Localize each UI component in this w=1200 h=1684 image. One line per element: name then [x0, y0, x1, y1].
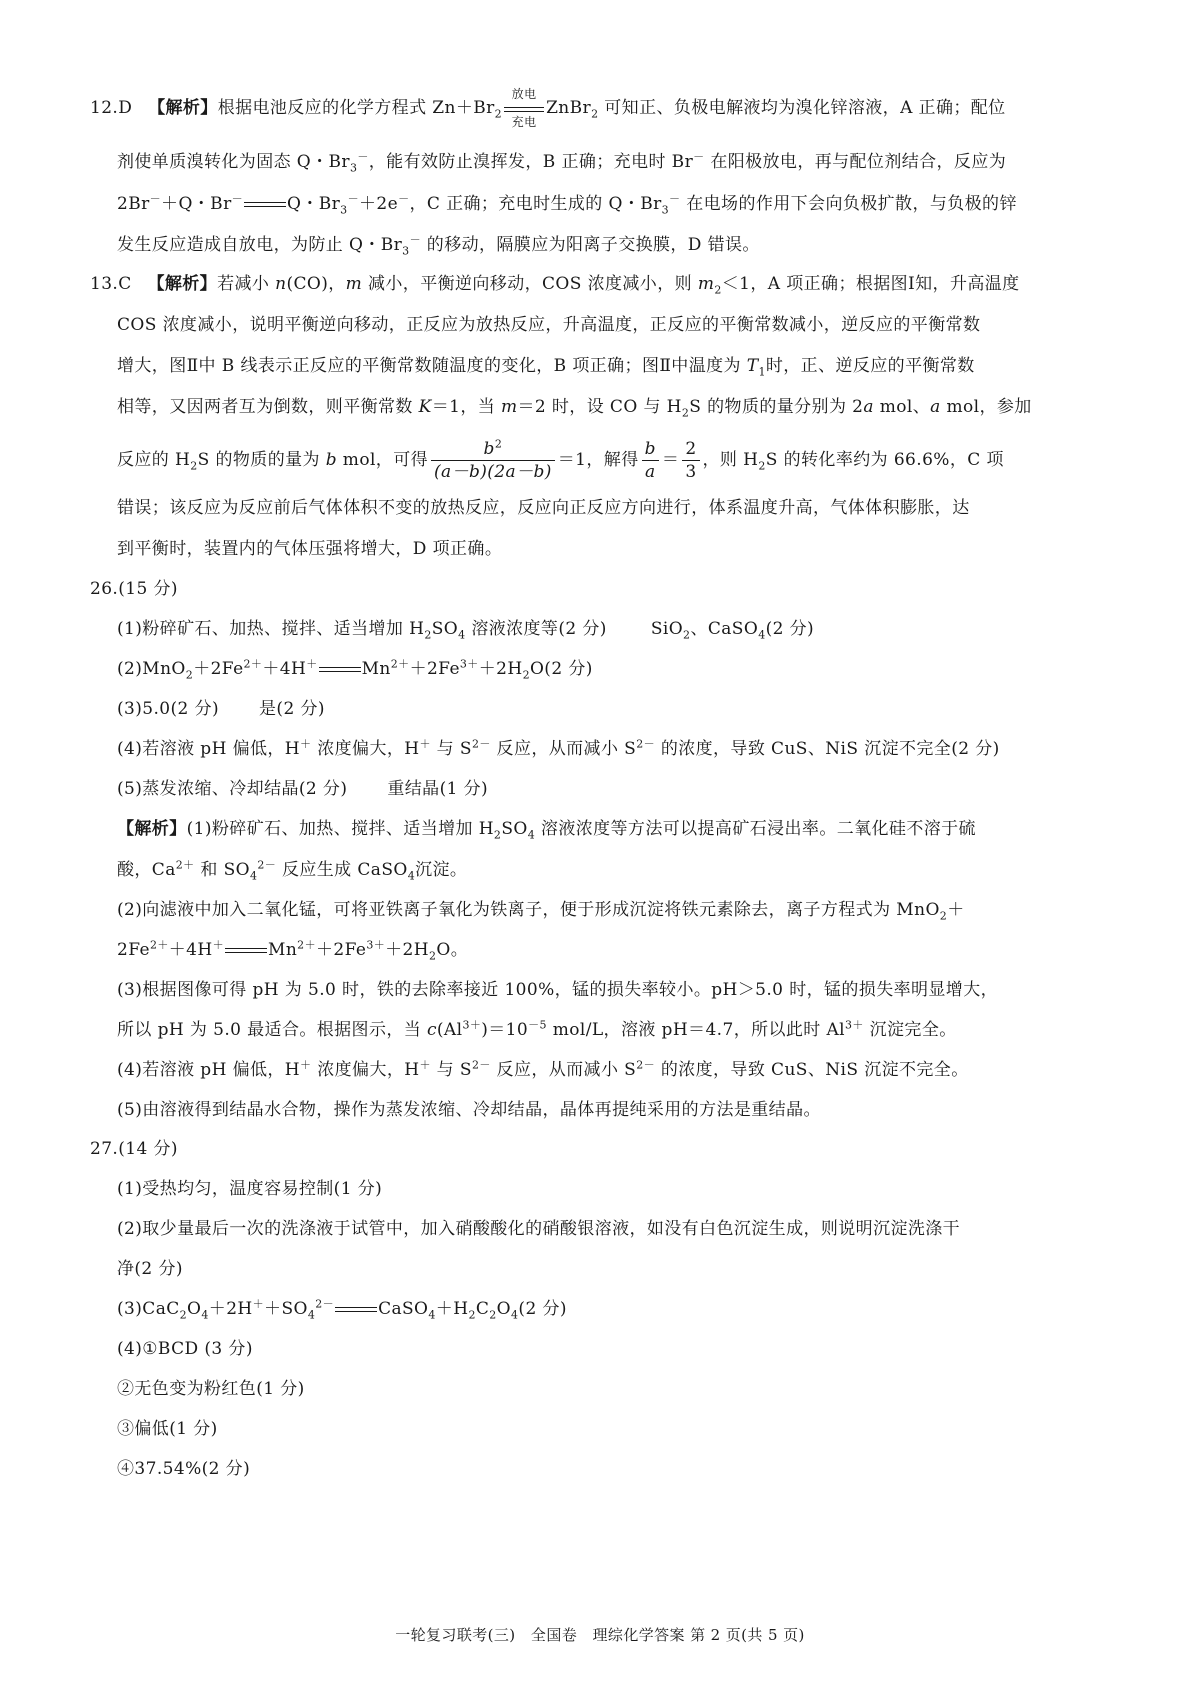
text: 根据电池反应的化学方程式 Zn＋Br — [217, 98, 495, 118]
q13-line-2 — [117, 313, 980, 337]
rule — [504, 111, 544, 112]
text: 错误；该反应为反应前后气体体积不变的放热反应，反应向正反应方向进行，体系温度升高，气体体积膨胀，达 — [117, 498, 970, 518]
text: (5)由溶液得到结晶水合物，操作为蒸发浓缩、冷却结晶，晶体再提纯采用的方法是重结晶。 — [117, 1100, 821, 1120]
sup: 2－ — [257, 858, 277, 872]
text: 27.(14 分) — [90, 1139, 178, 1159]
sub: 2 — [428, 949, 437, 963]
sup: 3＋ — [366, 938, 386, 952]
sup: 2＋ — [297, 938, 316, 952]
text: CaSO — [378, 1299, 429, 1319]
sup: 3＋ — [845, 1018, 864, 1032]
text: ＝2 时，设 CO 与 H — [517, 397, 682, 417]
text: (3)5.0(2 分) — [117, 699, 220, 719]
text: 所以 pH 为 5.0 最适合。根据图示，当 — [117, 1020, 427, 1040]
italic: m — [697, 274, 715, 294]
fraction-conversion — [431, 438, 555, 483]
sup: － — [398, 192, 410, 206]
sub: 4 — [428, 1308, 436, 1322]
q27-answer-7 — [117, 1457, 250, 1481]
text: ＋2H — [385, 940, 429, 960]
text: )＝10 — [481, 1020, 529, 1040]
text: mol/L，溶液 pH＝4.7，所以此时 Al — [546, 1020, 846, 1040]
q26-answer-4 — [117, 737, 1000, 761]
q27-answer-5 — [117, 1377, 305, 1401]
q13-line-6 — [117, 496, 970, 520]
sub: 2 — [424, 628, 432, 642]
equals-sign — [335, 1306, 377, 1314]
text: ＋2H — [208, 1299, 253, 1319]
fraction-two-thirds — [682, 438, 699, 483]
text: 溶液浓度等(2 分) — [465, 619, 607, 639]
text: 减小，平衡逆向移动，COS 浓度减小，则 — [362, 274, 698, 294]
fraction-ratio — [642, 438, 659, 483]
sup: － — [669, 192, 681, 206]
text: Mn — [361, 659, 391, 679]
sub: 3 — [340, 203, 348, 217]
q12-number: 12.D — [90, 98, 133, 118]
sub: 4 — [307, 1308, 316, 1322]
text: Mn — [268, 940, 298, 960]
q13-analysis-tag: 【解析】 — [147, 274, 218, 294]
q26-answer-1 — [117, 617, 814, 641]
q12-line-3 — [117, 192, 1017, 216]
text: SO — [431, 619, 459, 639]
italic: b — [325, 450, 337, 470]
text: ＜1，A 项正确；根据图Ⅰ知，升高温度 — [721, 274, 1020, 294]
sup: 2－ — [471, 737, 491, 751]
sub: 4 — [407, 869, 416, 883]
text: 在电场的作用下会向负极扩散，与负极的锌 — [680, 194, 1017, 214]
sub: 2 — [489, 1308, 497, 1322]
text: 的移动，隔膜应为阳离子交换膜，D 错误。 — [420, 235, 760, 255]
sub: 2 — [591, 107, 599, 121]
sub: 1 — [758, 365, 766, 379]
arrow-bottom: 充电 — [511, 114, 537, 129]
q12-line-1 — [90, 86, 1006, 129]
text: 发生反应造成自放电，为防止 Q・Br — [117, 235, 403, 255]
text: SO — [501, 819, 528, 839]
q12-line-2 — [117, 150, 1006, 174]
text: 反应的 H — [117, 450, 191, 470]
text: 可知正、负极电解液均为溴化锌溶液，A 正确；配位 — [598, 98, 1006, 118]
sub: 4 — [511, 1308, 519, 1322]
text: 酸，Ca — [117, 860, 176, 880]
text: (Al — [436, 1020, 463, 1040]
text: ＋2Fe — [315, 940, 367, 960]
q12-analysis-tag: 【解析】 — [148, 98, 218, 118]
q26-explain-1 — [117, 817, 976, 841]
text: 在阳极放电，再与配位剂结合，反应为 — [704, 152, 1007, 172]
q27-answer-3 — [117, 1297, 567, 1321]
q13-line-5: 反应的 $H_2S$ 的物质的量为 b mol，可得 $\frac{b^2}{(a-b)(2a-b)}$ ＝1，解得 $\frac{b}{a}$ ＝ $\frac{2}{3}$ ，则 $H_2S$ 的转化率约为 66.6%，C 项 — [117, 437, 1004, 482]
sup: 2－ — [636, 1058, 656, 1072]
text: ZnBr — [546, 98, 592, 118]
text: (2 分) — [518, 1299, 567, 1319]
q13-number: 13.C — [90, 274, 132, 294]
italic: a — [930, 397, 941, 417]
text: 浓度偏大，H — [311, 739, 420, 759]
text: 沉淀。 — [415, 860, 468, 880]
text: O。 — [436, 940, 469, 960]
equals-sign — [319, 666, 361, 674]
text: ③偏低(1 分) — [117, 1419, 218, 1439]
sub: 3 — [402, 244, 410, 258]
text: (4)若溶液 pH 偏低，H — [117, 739, 301, 759]
sup: －5 — [528, 1018, 547, 1032]
sup: ＋ — [212, 938, 225, 952]
sub: 4 — [458, 628, 466, 642]
q26-answer-3 — [117, 697, 325, 721]
q13-line-4 — [117, 395, 1032, 419]
text: (CO)， — [286, 274, 346, 294]
q26-analysis-tag: 【解析】 — [117, 819, 187, 839]
text: (1)粉碎矿石、加热、搅拌、适当增加 H — [186, 819, 494, 839]
q26-answer-2 — [117, 657, 593, 681]
sub: 3 — [661, 203, 670, 217]
equals-sign — [244, 201, 286, 209]
q26-answer-5 — [117, 777, 488, 801]
text: 沉淀完全。 — [863, 1020, 957, 1040]
q27-answer-6 — [117, 1417, 218, 1441]
text: (4)若溶液 pH 偏低，H — [117, 1060, 301, 1080]
text: C — [475, 1299, 490, 1319]
sub: 4 — [527, 828, 536, 842]
text: S 的转化率约为 66.6%，C 项 — [765, 450, 1004, 470]
text: 净(2 分) — [117, 1259, 183, 1279]
text: ＋SO — [264, 1299, 308, 1319]
text: ＋4H — [168, 940, 213, 960]
sup: ＋ — [306, 657, 318, 671]
text: 与 S — [430, 1060, 472, 1080]
text: 26.(15 分) — [90, 579, 178, 599]
sup: ＋ — [252, 1297, 265, 1311]
text: 时，正、逆反应的平衡常数 — [765, 356, 975, 376]
fraction-denominator: 3 — [685, 462, 697, 482]
italic: m — [500, 397, 518, 417]
sub: 2 — [758, 459, 766, 473]
sup: － — [409, 233, 421, 247]
q27-heading — [90, 1137, 178, 1161]
text: 、CaSO — [690, 619, 759, 639]
italic: m — [345, 274, 363, 294]
fraction-denominator: (a－b)(2a－b) — [434, 462, 552, 482]
sub: 2 — [939, 909, 948, 923]
sub: 2 — [179, 1308, 188, 1322]
sup: － — [231, 192, 244, 206]
q27-answer-2 — [117, 1217, 960, 1241]
text: (5)蒸发浓缩、冷却结晶(2 分) — [117, 779, 348, 799]
text: (2 分) — [765, 619, 815, 639]
text: 的浓度，导致 CuS、NiS 沉淀不完全。 — [655, 1060, 969, 1080]
italic: a — [863, 397, 874, 417]
q26-explain-6 — [117, 1018, 957, 1042]
q13-line-3 — [117, 354, 975, 378]
text: S 的物质的量分别为 2 — [689, 397, 864, 417]
sup: 2－ — [315, 1297, 335, 1311]
text: O — [187, 1299, 202, 1319]
text: (2)取少量最后一次的洗涤液于试管中，加入硝酸酸化的硝酸银溶液，如没有白色沉淀生成，则说明沉淀洗涤干 — [117, 1219, 961, 1239]
sub: 2 — [185, 668, 194, 682]
q26-explain-5 — [117, 978, 998, 1002]
text: (2)向滤液中加入二氧化锰，可将亚铁离子氧化为铁离子，便于形成沉淀将铁元素除去，离子方程式为 MnO — [117, 900, 940, 920]
text: ，能有效防止溴挥发，B 正确；充电时 Br — [368, 152, 694, 172]
text: 增大，图Ⅱ中 B 线表示正反应的平衡常数随温度的变化，B 项正确；图Ⅱ中温度为 — [117, 356, 747, 376]
sub: 2 — [493, 828, 502, 842]
sub: 4 — [758, 628, 766, 642]
text: ＋H — [435, 1299, 469, 1319]
q12-line-4 — [117, 233, 760, 257]
q26-explain-3 — [117, 898, 965, 922]
text: ＝1，解得 — [557, 450, 639, 470]
text: (2)MnO — [117, 659, 186, 679]
q27-answer-2-cont — [117, 1257, 183, 1281]
fraction-numerator: 2 — [682, 438, 699, 461]
sup: － — [347, 192, 359, 206]
text: 反应，从而减小 S — [490, 739, 637, 759]
text: 是(2 分) — [259, 699, 325, 719]
sup: － — [357, 150, 369, 164]
text: 和 SO — [194, 860, 250, 880]
sup: ＋ — [419, 737, 431, 751]
sup: 3＋ — [459, 657, 479, 671]
text: 浓度偏大，H — [311, 1060, 420, 1080]
italic: n — [275, 274, 287, 294]
arrow-top: 放电 — [511, 86, 537, 101]
text: mol、 — [873, 397, 931, 417]
sup: ＋ — [300, 1058, 312, 1072]
text: 2Br — [117, 194, 150, 214]
q13-line-1 — [90, 272, 1020, 296]
q26-explain-7 — [117, 1058, 969, 1082]
sub: 2 — [190, 459, 198, 473]
q26-heading — [90, 577, 178, 601]
text: 溶液浓度等方法可以提高矿石浸出率。二氧化硅不溶于硫 — [535, 819, 976, 839]
sub: 2 — [681, 406, 690, 420]
text: ＋Q・Br — [161, 194, 232, 214]
q26-explain-2 — [117, 858, 467, 882]
sup: 2＋ — [149, 938, 169, 952]
text: Q・Br — [287, 194, 341, 214]
sub: 3 — [349, 161, 358, 175]
text: 相等，又因两者互为倒数，则平衡常数 — [117, 397, 419, 417]
text: (3)CaC — [117, 1299, 180, 1319]
text: mol，参加 — [940, 397, 1032, 417]
q26-explain-8 — [117, 1098, 821, 1122]
italic: K — [418, 397, 432, 417]
sup: 3＋ — [462, 1018, 482, 1032]
equals-sign — [225, 947, 267, 955]
text: 与 S — [430, 739, 472, 759]
text: 2Fe — [117, 940, 150, 960]
text: O — [496, 1299, 512, 1319]
text: (1)受热均匀，温度容易控制(1 分) — [117, 1179, 383, 1199]
text: ④37.54%(2 分) — [117, 1459, 251, 1479]
text: COS 浓度减小，说明平衡逆向移动，正反应为放热反应，升高温度，正反应的平衡常数减小，逆反应的平衡常数 — [117, 315, 981, 335]
rule — [504, 107, 544, 108]
text: 的浓度，导致 CuS、NiS 沉淀不完全(2 分) — [655, 739, 1000, 759]
fraction-numerator — [431, 438, 555, 461]
q27-answer-4 — [117, 1337, 253, 1361]
sup: 2－ — [636, 737, 656, 751]
sup: 2＋ — [175, 858, 195, 872]
sub: 2 — [468, 1308, 476, 1322]
text: ＋2Fe — [409, 659, 460, 679]
sub: 2 — [522, 668, 530, 682]
text: SiO — [650, 619, 684, 639]
sup: 2 — [494, 437, 503, 451]
q27-answer-1 — [117, 1177, 382, 1201]
text: (4)①BCD (3 分) — [117, 1339, 253, 1359]
reversible-arrow — [504, 86, 544, 129]
text: O(2 分) — [529, 659, 593, 679]
fraction-denominator: a — [644, 462, 656, 482]
sup: 2＋ — [243, 657, 263, 671]
sup: ＋ — [419, 1058, 431, 1072]
sup: ＋ — [300, 737, 312, 751]
italic: T — [746, 356, 759, 376]
sup: － — [693, 150, 705, 164]
text: 若减小 — [217, 274, 276, 294]
sup: 2－ — [471, 1058, 491, 1072]
text: ＋ — [947, 900, 965, 920]
text: ，则 H — [702, 450, 759, 470]
text: mol，可得 — [337, 450, 428, 470]
q13-line-7 — [117, 537, 502, 561]
text: ②无色变为粉红色(1 分) — [117, 1379, 305, 1399]
text: ＋2H — [478, 659, 523, 679]
sub: 2 — [714, 283, 722, 297]
text: 反应，从而减小 S — [490, 1060, 637, 1080]
text: 剂使单质溴转化为固态 Q・Br — [117, 152, 350, 172]
text: (3)根据图像可得 pH 为 5.0 时，铁的去除率接近 100%，锰的损失率较小。pH＞5.0 时，锰的损失率明显增大， — [117, 980, 998, 1000]
text: 重结晶(1 分) — [387, 779, 489, 799]
text: ＋2e — [358, 194, 399, 214]
sub: 4 — [201, 1308, 209, 1322]
sub: 2 — [683, 628, 691, 642]
text: ＋2Fe — [193, 659, 244, 679]
text: ＝1，当 — [431, 397, 501, 417]
sub: 4 — [249, 869, 258, 883]
text: ＋4H — [262, 659, 307, 679]
text: 反应生成 CaSO — [276, 860, 408, 880]
sup: 2＋ — [390, 657, 410, 671]
fraction-numerator: b — [642, 438, 659, 461]
text: 到平衡时，装置内的气体压强将增大，D 项正确。 — [117, 539, 503, 559]
italic: b — [483, 439, 495, 459]
italic: c — [426, 1020, 437, 1040]
text: S 的物质的量为 — [197, 450, 326, 470]
page-footer: 一轮复习联考(三) 全国卷 理综化学答案 第 2 页(共 5 页) — [395, 1626, 805, 1644]
text: (1)粉碎矿石、加热、搅拌、适当增加 H — [117, 619, 425, 639]
sub: 2 — [494, 107, 503, 121]
q26-explain-4 — [117, 938, 468, 962]
sup: － — [149, 192, 162, 206]
text: ，C 正确；充电时生成的 Q・Br — [409, 194, 662, 214]
